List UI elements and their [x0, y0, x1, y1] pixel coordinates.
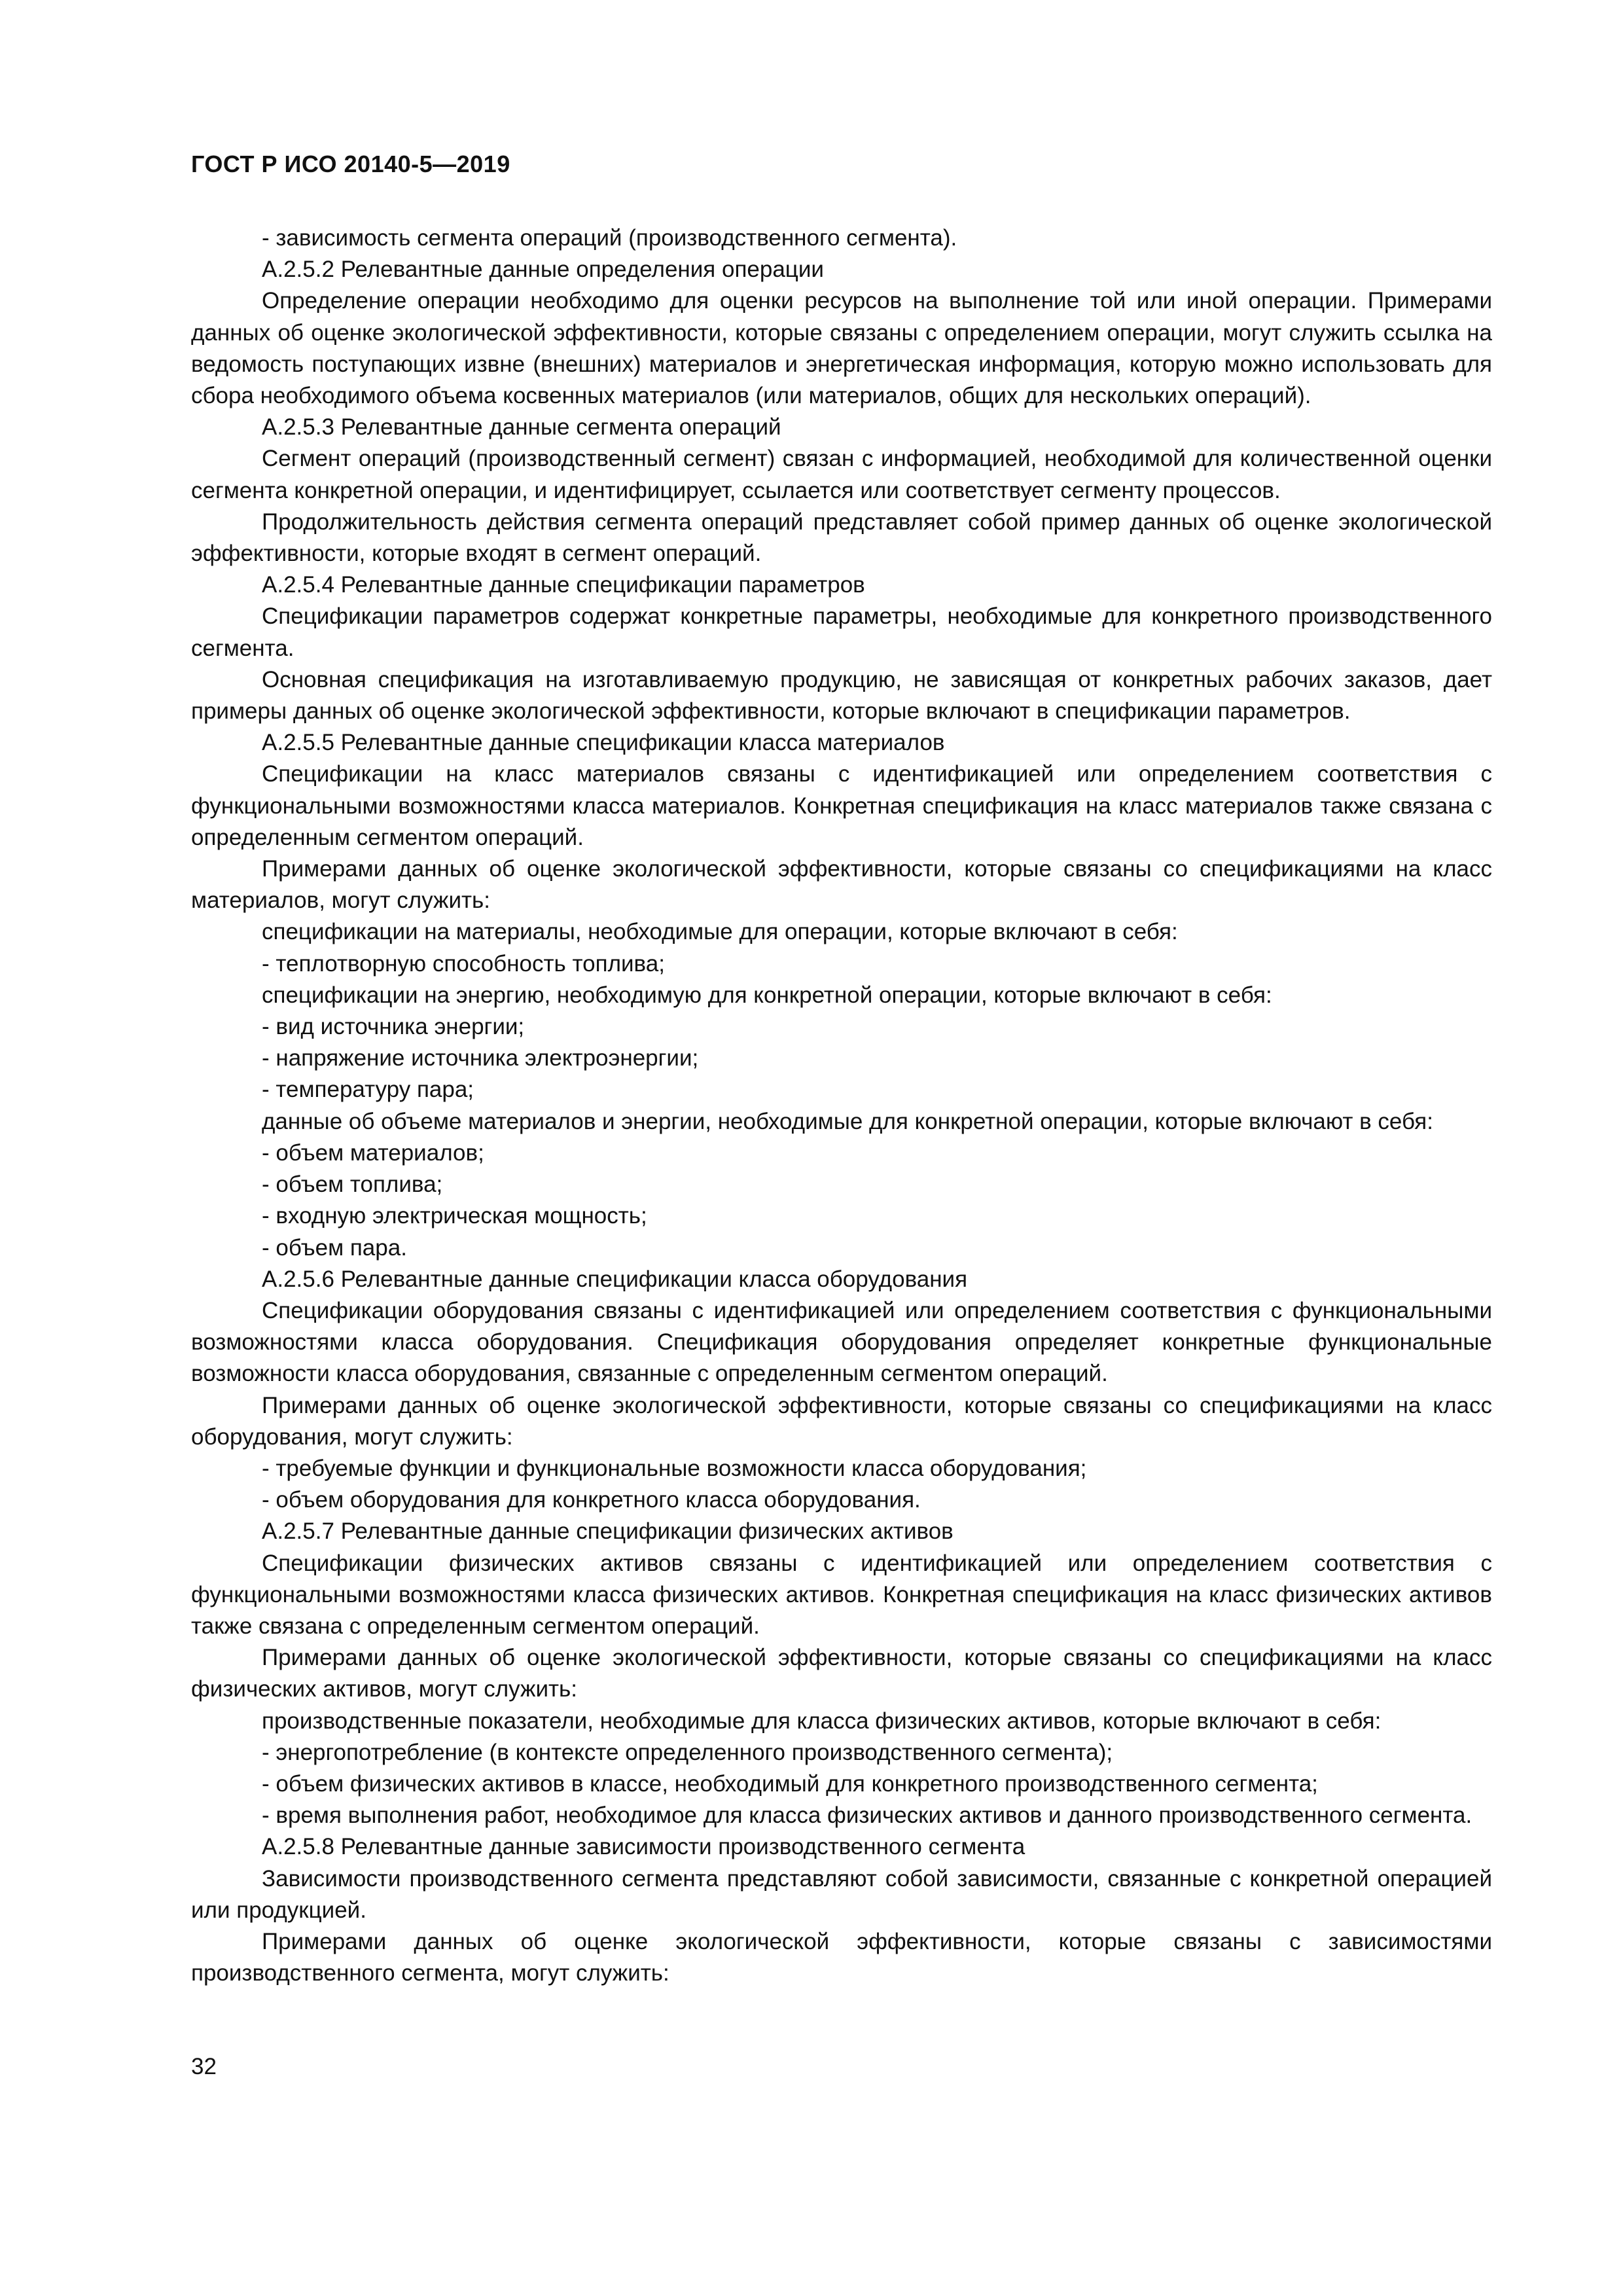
paragraph: Спецификации параметров содержат конкретные параметры, необходимые для конкретного производственного сегмента.: [191, 603, 1492, 661]
list-item: - объем материалов;: [262, 1139, 484, 1166]
list-item: - теплотворную способность топлива;: [262, 950, 665, 977]
indented-line: А.2.5.8 Релевантные данные зависимости производственного сегмента: [262, 1834, 1026, 1860]
indented-line: спецификации на материалы, необходимые для операции, которые включают в себя:: [262, 919, 1178, 945]
list-item: - объем топлива;: [262, 1172, 443, 1198]
list-item: - объем пара.: [262, 1234, 407, 1261]
paragraph: Спецификации оборудования связаны с идентификацией или определением соответствия с функциональными возможностями класса оборудования. Спецификация оборудования определяет конкретные функциональные возможности класса оборудования, связанные с определенным сегментом операций.: [191, 1297, 1492, 1387]
paragraph: Примерами данных об оценке экологической эффективности, которые связаны со спецификациями на класс материалов, могут служить:: [191, 856, 1492, 914]
list-item: - требуемые функции и функциональные возможности класса оборудования;: [262, 1455, 1087, 1481]
paragraph: Спецификации физических активов связаны с идентификацией или определением соответствия с функциональными возможностями класса физических активов. Конкретная спецификация на класс физических активов также связана с определенным сегментом операций.: [191, 1550, 1492, 1639]
document-body: [191, 223, 1492, 1989]
paragraph: Основная спецификация на изготавливаемую продукцию, не зависящая от конкретных рабочих заказов, дает примеры данных об оценке экологической эффективности, которые включают в спецификации параметров.: [191, 666, 1492, 725]
document-header: ГОСТ Р ИСО 20140-5—2019: [191, 151, 510, 177]
indented-line: А.2.5.7 Релевантные данные спецификации физических активов: [262, 1518, 954, 1545]
indented-line: производственные показатели, необходимые для класса физических активов, которые включают в себя:: [262, 1708, 1382, 1734]
list-item: - объем оборудования для конкретного класса оборудования.: [262, 1487, 921, 1513]
paragraph: Примерами данных об оценке экологической эффективности, которые связаны со спецификациями на класс физических активов, могут служить:: [191, 1645, 1492, 1702]
paragraph: Примерами данных об оценке экологической эффективности, которые связаны с зависимостями производственного сегмента, могут служить:: [191, 1928, 1492, 1986]
page-number: 32: [191, 2054, 217, 2079]
paragraph: Определение операции необходимо для оценки ресурсов на выполнение той или иной операции. Примерами данных об оценке экологической эффективности, которые связаны с определением операции, могут служить ссылка на ведомость поступающих извне (внешних) материалов и энергетическая информация, которую можно использовать для сбора необходимого объема косвенных материалов (или материалов, общих для нескольких операций).: [191, 288, 1492, 409]
list-item: - объем физических активов в классе, необходимый для конкретного производственного сегмента;: [262, 1770, 1318, 1797]
list-item: - вид источника энергии;: [262, 1014, 525, 1040]
list-item: - напряжение источника электроэнергии;: [262, 1045, 699, 1071]
list-item: - энергопотребление (в контексте определенного производственного сегмента);: [262, 1739, 1113, 1765]
paragraph: Зависимости производственного сегмента представляют собой зависимости, связанные с конкретной операцией или продукцией.: [191, 1865, 1492, 1923]
paragraph: Продолжительность действия сегмента операций представляет собой пример данных об оценке экологической эффективности, которые входят в сегмент операций.: [191, 509, 1492, 567]
indented-line: А.2.5.3 Релевантные данные сегмента операций: [262, 414, 781, 440]
list-item: - температуру пара;: [262, 1077, 474, 1103]
list-item: - входную электрическая мощность;: [262, 1203, 647, 1229]
indented-line: данные об объеме материалов и энергии, необходимые для конкретной операции, которые включают в себя:: [262, 1108, 1433, 1134]
indented-line: А.2.5.2 Релевантные данные определения операции: [262, 257, 824, 283]
indented-line: спецификации на энергию, необходимую для конкретной операции, которые включают в себя:: [262, 982, 1272, 1008]
indented-line: А.2.5.4 Релевантные данные спецификации параметров: [262, 572, 865, 598]
indented-line: А.2.5.6 Релевантные данные спецификации класса оборудования: [262, 1266, 968, 1292]
paragraph: Сегмент операций (производственный сегмент) связан с информацией, необходимой для количественной оценки сегмента конкретной операции, и идентифицирует, ссылается или соответствует сегменту процессов.: [191, 446, 1492, 503]
indented-line: А.2.5.5 Релевантные данные спецификации класса материалов: [262, 730, 945, 756]
paragraph: Спецификации на класс материалов связаны с идентификацией или определением соответствия с функциональными возможностями класса материалов. Конкретная спецификация на класс материалов также связана с определенным сегментом операций.: [191, 761, 1492, 850]
paragraph: Примерами данных об оценке экологической эффективности, которые связаны со спецификациями на класс оборудования, могут служить:: [191, 1392, 1492, 1450]
list-item: - зависимость сегмента операций (производственного сегмента).: [262, 225, 957, 251]
paragraph: - время выполнения работ, необходимое для класса физических активов и данного производственного сегмента.: [262, 1803, 1472, 1829]
